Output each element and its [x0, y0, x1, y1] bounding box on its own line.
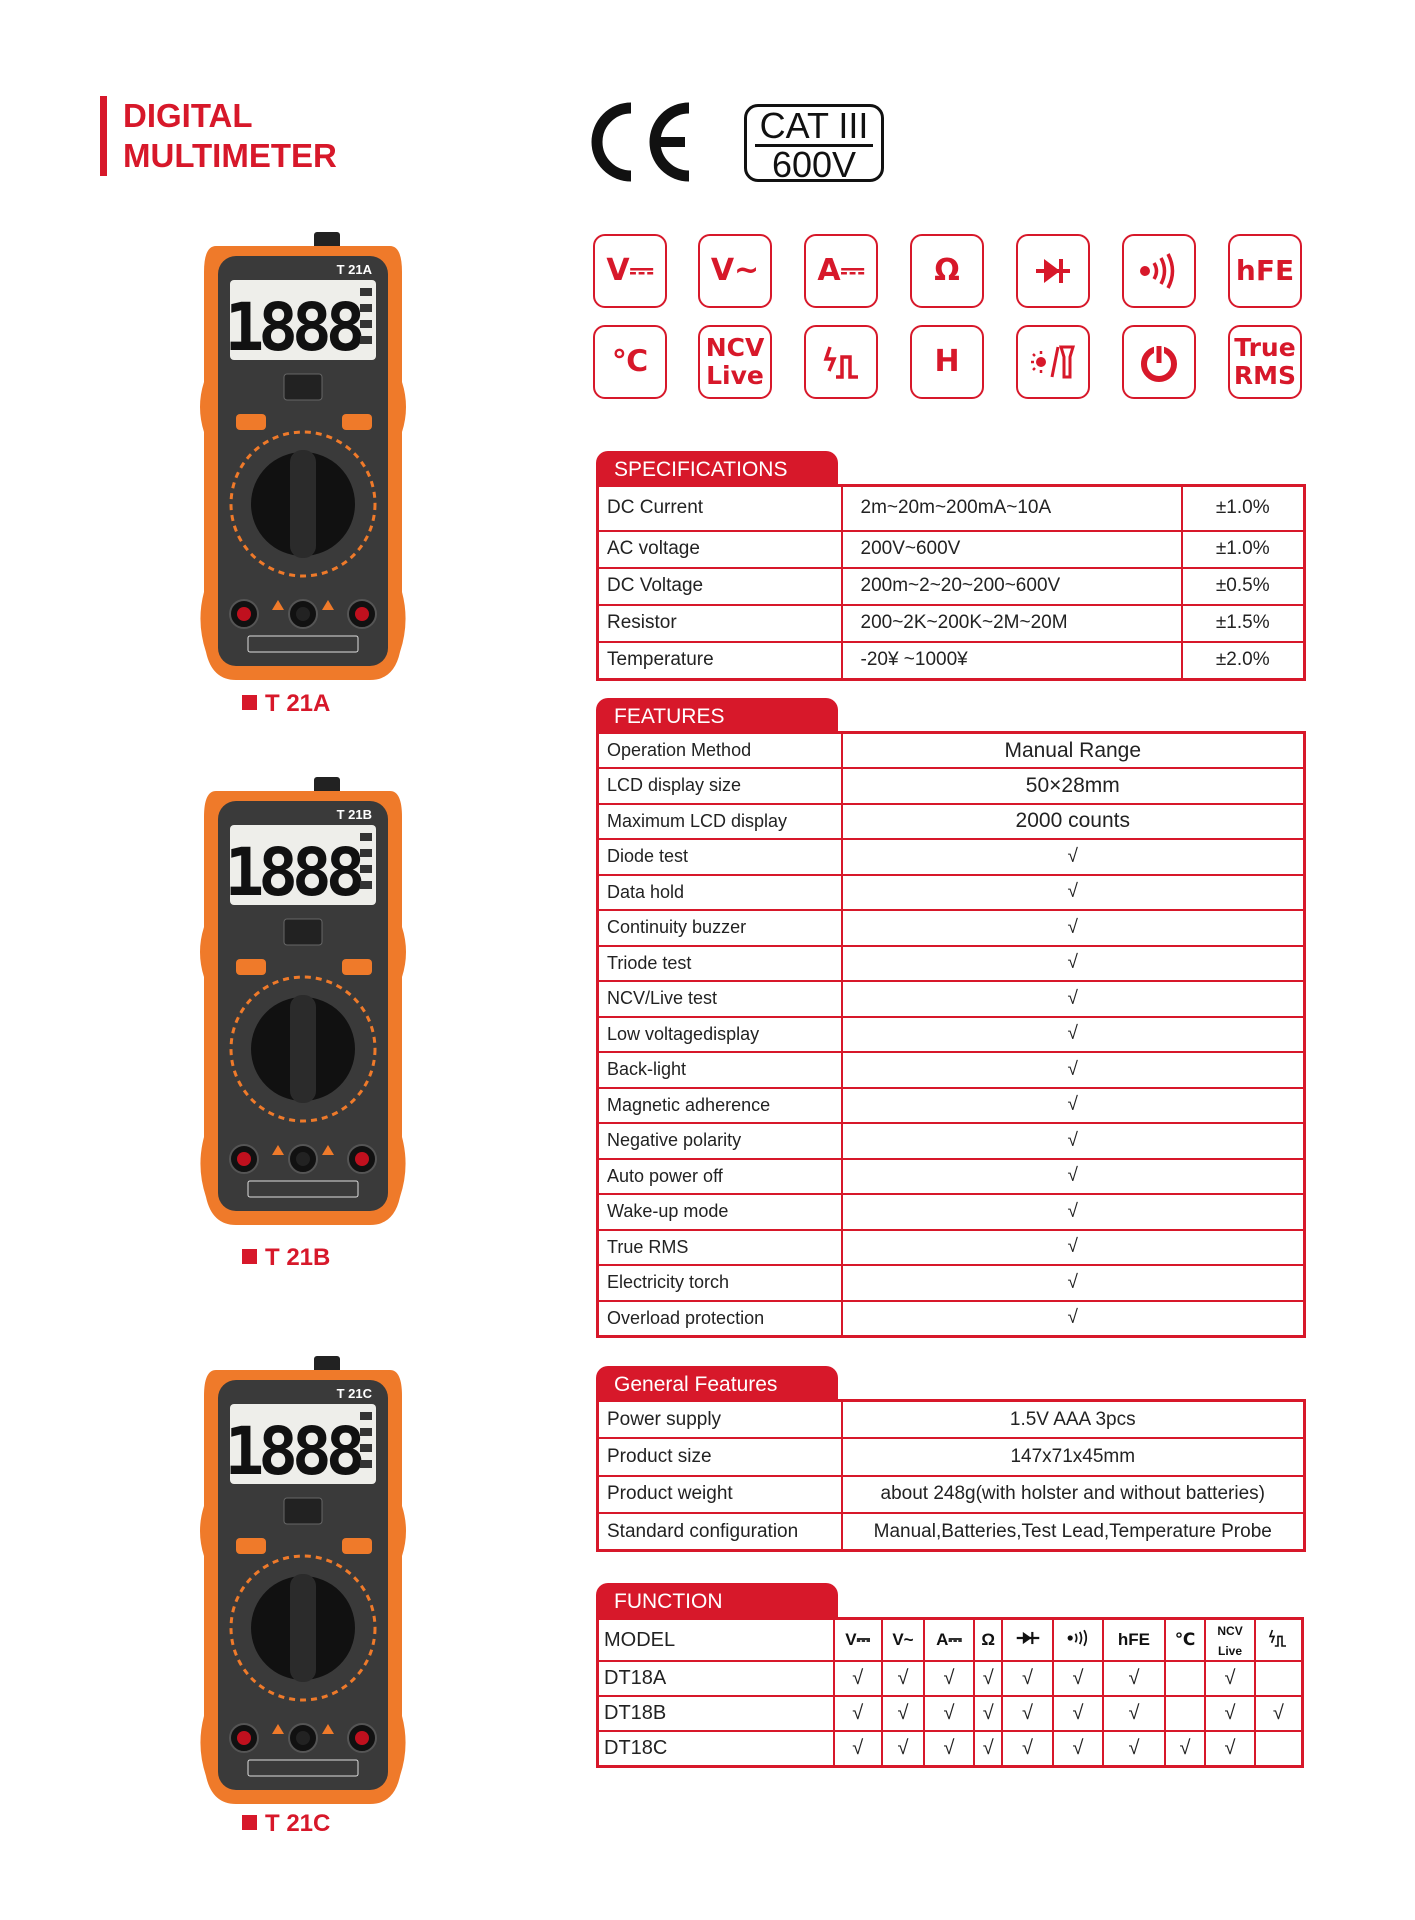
- true-rms-icon: [1228, 325, 1302, 399]
- meter-label-text: T 21A: [265, 690, 331, 717]
- general-value: about 248g(with holster and without batteries): [842, 1476, 1305, 1514]
- function-mark: √: [1002, 1661, 1052, 1696]
- multimeter-image: [196, 777, 410, 1227]
- label-square-icon: [242, 1249, 257, 1264]
- general-features-tab: General Features: [596, 1366, 838, 1402]
- function-mark: √: [974, 1661, 1002, 1696]
- function-mark: √: [974, 1731, 1002, 1766]
- feature-name: Overload protection: [598, 1301, 842, 1337]
- features-table: [596, 731, 1306, 1338]
- function-mark: √: [924, 1696, 974, 1731]
- table-row: [598, 1194, 1305, 1230]
- feature-name: Wake-up mode: [598, 1194, 842, 1230]
- feature-name: Maximum LCD display: [598, 804, 842, 840]
- spec-range: 200V~600V: [842, 531, 1182, 568]
- dc-current-icon: [804, 234, 878, 308]
- spec-accuracy: ±2.0%: [1182, 642, 1305, 680]
- function-mark: [1255, 1731, 1303, 1766]
- general-value: 147x71x45mm: [842, 1438, 1305, 1476]
- backlight-torch-icon: [1016, 325, 1090, 399]
- function-mark: √: [1002, 1731, 1052, 1766]
- function-col-dca: A⎓: [924, 1619, 974, 1662]
- celsius-icon-text: ℃: [611, 344, 649, 379]
- function-mark: √: [1053, 1731, 1103, 1766]
- spec-range: 2m~20m~200mA~10A: [842, 486, 1182, 531]
- function-col-acv: V~: [882, 1619, 924, 1662]
- function-mark: √: [1103, 1661, 1164, 1696]
- continuity-buzzer-icon: [1053, 1619, 1103, 1662]
- feature-value: √: [842, 1230, 1305, 1266]
- hfe-icon: [1228, 234, 1302, 308]
- table-row: [598, 605, 1305, 642]
- function-mark: [1165, 1661, 1206, 1696]
- meter-label: [242, 1810, 330, 1838]
- table-row: [598, 531, 1305, 568]
- spec-range: 200~2K~200K~2M~20M: [842, 605, 1182, 642]
- feature-name: Back-light: [598, 1052, 842, 1088]
- spec-accuracy: ±0.5%: [1182, 568, 1305, 605]
- table-row: [598, 1438, 1305, 1476]
- meter-model-text: T 21A: [336, 262, 372, 277]
- feature-value: √: [842, 1123, 1305, 1159]
- live-line: Live: [1218, 1644, 1243, 1658]
- function-table: [596, 1617, 1304, 1768]
- function-mark: √: [1103, 1696, 1164, 1731]
- feature-value: √: [842, 875, 1305, 911]
- feature-value: √: [842, 1017, 1305, 1053]
- table-row: [598, 981, 1305, 1017]
- table-row: [598, 1052, 1305, 1088]
- feature-value: √: [842, 839, 1305, 875]
- feature-value: Manual Range: [842, 733, 1305, 769]
- function-mark: √: [924, 1731, 974, 1766]
- meter-label-text: T 21C: [265, 1810, 331, 1837]
- table-row: [598, 1123, 1305, 1159]
- function-col-dcv: V⎓: [834, 1619, 882, 1662]
- feature-value: 50×28mm: [842, 768, 1305, 804]
- table-row: [598, 1513, 1305, 1551]
- table-row: [598, 1401, 1305, 1439]
- dc-voltage-icon: [593, 234, 667, 308]
- function-mark: √: [1053, 1696, 1103, 1731]
- general-value: 1.5V AAA 3pcs: [842, 1401, 1305, 1439]
- table-row: [598, 642, 1305, 680]
- live-wire-icon: [804, 325, 878, 399]
- ncv-line: NCV: [705, 333, 765, 362]
- multimeter-image: [196, 232, 410, 682]
- label-square-icon: [242, 1815, 257, 1830]
- meter-model-text: T 21B: [336, 807, 372, 822]
- feature-value: √: [842, 981, 1305, 1017]
- data-hold-icon: [910, 325, 984, 399]
- table-row: [598, 839, 1305, 875]
- table-row: [598, 1476, 1305, 1514]
- model-cell: DT18A: [598, 1661, 834, 1696]
- feature-name: NCV/Live test: [598, 981, 842, 1017]
- general-name: Standard configuration: [598, 1513, 842, 1551]
- ohm-icon: [910, 234, 984, 308]
- ncv-live-icon-text: [706, 334, 765, 390]
- table-row: [598, 1301, 1305, 1337]
- meter-label: [242, 1244, 330, 1272]
- feature-name: True RMS: [598, 1230, 842, 1266]
- feature-value: √: [842, 1265, 1305, 1301]
- function-mark: √: [1205, 1661, 1254, 1696]
- feature-name: Continuity buzzer: [598, 910, 842, 946]
- ohm-icon-text: Ω: [934, 253, 960, 288]
- feature-value: √: [842, 910, 1305, 946]
- function-mark: [1255, 1661, 1303, 1696]
- cat-rating-badge: [744, 104, 884, 185]
- rms-line: RMS: [1233, 361, 1297, 390]
- table-row: [598, 1159, 1305, 1195]
- table-row: [598, 1017, 1305, 1053]
- meter-label: [242, 690, 330, 718]
- spec-range: 200m~2~20~200~600V: [842, 568, 1182, 605]
- title-line-2: MULTIMETER: [123, 137, 337, 174]
- ncv-line: NCV: [1217, 1624, 1243, 1638]
- spec-name: AC voltage: [598, 531, 842, 568]
- function-mark: √: [834, 1731, 882, 1766]
- meter-model-text: T 21C: [336, 1386, 372, 1401]
- function-mark: √: [1255, 1696, 1303, 1731]
- feature-name: Negative polarity: [598, 1123, 842, 1159]
- ncv-live-icon: [698, 325, 772, 399]
- feature-name: Operation Method: [598, 733, 842, 769]
- label-square-icon: [242, 695, 257, 710]
- spec-range: -20¥ ~1000¥: [842, 642, 1182, 680]
- function-mark: [1165, 1696, 1206, 1731]
- function-col-ncv: [1205, 1619, 1254, 1662]
- multimeter-image: [196, 1356, 410, 1806]
- table-row: [598, 1661, 1303, 1696]
- table-row: [598, 768, 1305, 804]
- function-mark: √: [1002, 1696, 1052, 1731]
- feature-name: Electricity torch: [598, 1265, 842, 1301]
- feature-value: √: [842, 946, 1305, 982]
- spec-accuracy: ±1.5%: [1182, 605, 1305, 642]
- function-mark: √: [882, 1661, 924, 1696]
- dc-voltage-icon-text: V⎓: [606, 253, 654, 288]
- features-tab: FEATURES: [596, 698, 838, 734]
- function-mark: √: [882, 1696, 924, 1731]
- general-value: Manual,Batteries,Test Lead,Temperature Probe: [842, 1513, 1305, 1551]
- table-row: [598, 486, 1305, 531]
- function-col-hfe: hFE: [1103, 1619, 1164, 1662]
- true-rms-icon-text: [1234, 334, 1296, 390]
- feature-name: Diode test: [598, 839, 842, 875]
- meter-display-digits: 1888: [224, 289, 360, 366]
- function-col-ohm: Ω: [974, 1619, 1002, 1662]
- spec-name: DC Current: [598, 486, 842, 531]
- feature-value: √: [842, 1301, 1305, 1337]
- function-col-temp: ℃: [1165, 1619, 1206, 1662]
- table-row: [598, 568, 1305, 605]
- feature-name: Auto power off: [598, 1159, 842, 1195]
- general-name: Power supply: [598, 1401, 842, 1439]
- table-row: [598, 1230, 1305, 1266]
- function-tab: FUNCTION: [596, 1583, 838, 1619]
- table-row: [598, 1731, 1303, 1766]
- specifications-tab: SPECIFICATIONS: [596, 451, 838, 487]
- power-off-icon: [1122, 325, 1196, 399]
- live-line: Live: [706, 361, 764, 390]
- ac-voltage-icon: [698, 234, 772, 308]
- function-mark: √: [1205, 1731, 1254, 1766]
- feature-value: √: [842, 1052, 1305, 1088]
- diode-icon: [1002, 1619, 1052, 1662]
- cat-rating-line-2: 600V: [771, 144, 857, 185]
- feature-name: Triode test: [598, 946, 842, 982]
- feature-name: Data hold: [598, 875, 842, 911]
- title-line-1: DIGITAL: [123, 97, 253, 134]
- function-mark: √: [1103, 1731, 1164, 1766]
- spec-name: DC Voltage: [598, 568, 842, 605]
- table-row: [598, 804, 1305, 840]
- page-title: [100, 96, 337, 176]
- table-row: [598, 733, 1305, 769]
- table-row: [598, 1265, 1305, 1301]
- meter-display-digits: 1888: [224, 834, 360, 911]
- live-wire-icon: [1255, 1619, 1303, 1662]
- model-cell: DT18B: [598, 1696, 834, 1731]
- function-mark: √: [882, 1731, 924, 1766]
- function-mark: √: [924, 1661, 974, 1696]
- ce-mark-icon: [585, 100, 695, 184]
- spec-accuracy: ±1.0%: [1182, 486, 1305, 531]
- general-name: Product weight: [598, 1476, 842, 1514]
- cat-rating-line-1: CAT III: [755, 107, 873, 147]
- function-mark: √: [1053, 1661, 1103, 1696]
- spec-accuracy: ±1.0%: [1182, 531, 1305, 568]
- feature-value: 2000 counts: [842, 804, 1305, 840]
- general-name: Product size: [598, 1438, 842, 1476]
- general-features-table: [596, 1399, 1306, 1552]
- meter-label-text: T 21B: [265, 1244, 331, 1271]
- spec-name: Resistor: [598, 605, 842, 642]
- continuity-buzzer-icon: [1122, 234, 1196, 308]
- function-mark: √: [834, 1696, 882, 1731]
- table-row: [598, 1088, 1305, 1124]
- table-row: [598, 910, 1305, 946]
- table-row: [598, 946, 1305, 982]
- function-mark: √: [834, 1661, 882, 1696]
- feature-name: LCD display size: [598, 768, 842, 804]
- function-mark: √: [1165, 1731, 1206, 1766]
- model-cell: DT18C: [598, 1731, 834, 1766]
- function-header-row: [598, 1619, 1303, 1662]
- function-mark: √: [974, 1696, 1002, 1731]
- feature-value: √: [842, 1159, 1305, 1195]
- table-row: [598, 875, 1305, 911]
- function-mark: √: [1205, 1696, 1254, 1731]
- meter-display-digits: 1888: [224, 1413, 360, 1490]
- dc-current-icon-text: A⎓: [817, 253, 865, 288]
- model-header: MODEL: [598, 1619, 834, 1662]
- hfe-icon-text: hFE: [1235, 254, 1295, 287]
- celsius-icon: [593, 325, 667, 399]
- ac-voltage-icon-text: V~: [710, 253, 760, 288]
- table-row: [598, 1696, 1303, 1731]
- spec-name: Temperature: [598, 642, 842, 680]
- feature-name: Low voltagedisplay: [598, 1017, 842, 1053]
- diode-icon: [1016, 234, 1090, 308]
- feature-value: √: [842, 1088, 1305, 1124]
- true-line: True: [1234, 333, 1296, 362]
- feature-value: √: [842, 1194, 1305, 1230]
- specifications-table: [596, 484, 1306, 681]
- feature-name: Magnetic adherence: [598, 1088, 842, 1124]
- data-hold-icon-text: H: [934, 344, 960, 379]
